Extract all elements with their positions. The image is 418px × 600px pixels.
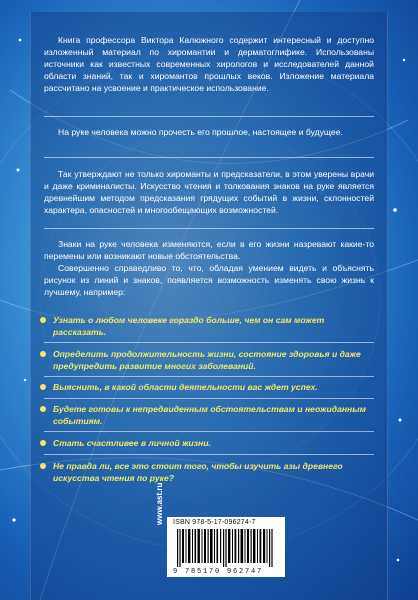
bullet-item: Определить продолжительность жизни, состояние здоровья и даже предупредить развитие многих заболеваний.: [40, 348, 376, 372]
text-panel: [30, 12, 388, 600]
isbn-label: ISBN 978-5-17-096274-7: [173, 519, 256, 526]
palm-text: На руке человека можно прочесть его прошлое, настоящее и будущее.: [58, 127, 343, 137]
bullet-dot-icon: [40, 384, 46, 390]
claim-paragraph: [44, 168, 374, 216]
bullet-item: Не правда ли, все это стоит того, чтобы изучить азы древнего искусства чтения по руке?: [40, 460, 376, 484]
bullet-item: Выяснить, в какой области деятельности вас ждет успех.: [40, 381, 376, 393]
divider: [44, 116, 374, 117]
bullet-item: Узнать о любом человеке гораздо больше, чем он сам может рассказать.: [40, 314, 376, 338]
bullet-dot-icon: [40, 463, 46, 469]
bullet-item: Будете готовы к непредвиденным обстоятельствам и неожиданным событиям.: [40, 403, 376, 427]
barcode-icon: [177, 529, 275, 567]
divider: [44, 398, 374, 399]
claim-text: Так утверждают не только хироманты и предсказатели, в этом уверены врачи и даже криминалисты. Искусство чтения и толкования знаков на руке является древнейшим методом предсказания грядущих событий в жизни, склонностей характера, опасностей и многообещающих возможностей.: [44, 169, 374, 215]
divider: [44, 342, 374, 343]
divider: [44, 376, 374, 377]
bullet-dot-icon: [40, 440, 46, 446]
divider: [44, 454, 374, 455]
divider: [44, 157, 374, 158]
barcode-digits: 9 785170 962747: [173, 568, 264, 576]
bullet-item: Стать счастливее в личной жизни.: [40, 437, 376, 449]
bullet-dot-icon: [40, 406, 46, 412]
divider: [44, 431, 374, 432]
divider: [44, 228, 374, 229]
ability-text: Совершенно справедливо то, что, обладая умением видеть и объяснять рисунок из линий и знаков, появляется возможность изменять свою жизнь к лучшему, например:: [44, 263, 374, 297]
signs-text: Знаки на руке человека изменяются, если в его жизни назревают какие-то перемены или возникают новые обстоятельства.: [44, 239, 374, 261]
publisher-website: www.ast.ru: [155, 482, 164, 525]
intro-text: Книга профессора Виктора Калюжного содержит интересный и доступно изложенный материал по хиромантии и дерматоглифике. Использованы источники как известных современных хирологов и исследователей данной области знаний, так и хиромантов прошлых веков. Изложение материала рассчитано на усвоение и практическое использование.: [44, 35, 374, 93]
bullet-dot-icon: [40, 351, 46, 357]
palm-paragraph: [44, 126, 374, 138]
signs-paragraph: [44, 238, 374, 298]
isbn-barcode-block: [167, 517, 285, 577]
intro-paragraph: [44, 34, 374, 94]
bullet-dot-icon: [40, 317, 46, 323]
